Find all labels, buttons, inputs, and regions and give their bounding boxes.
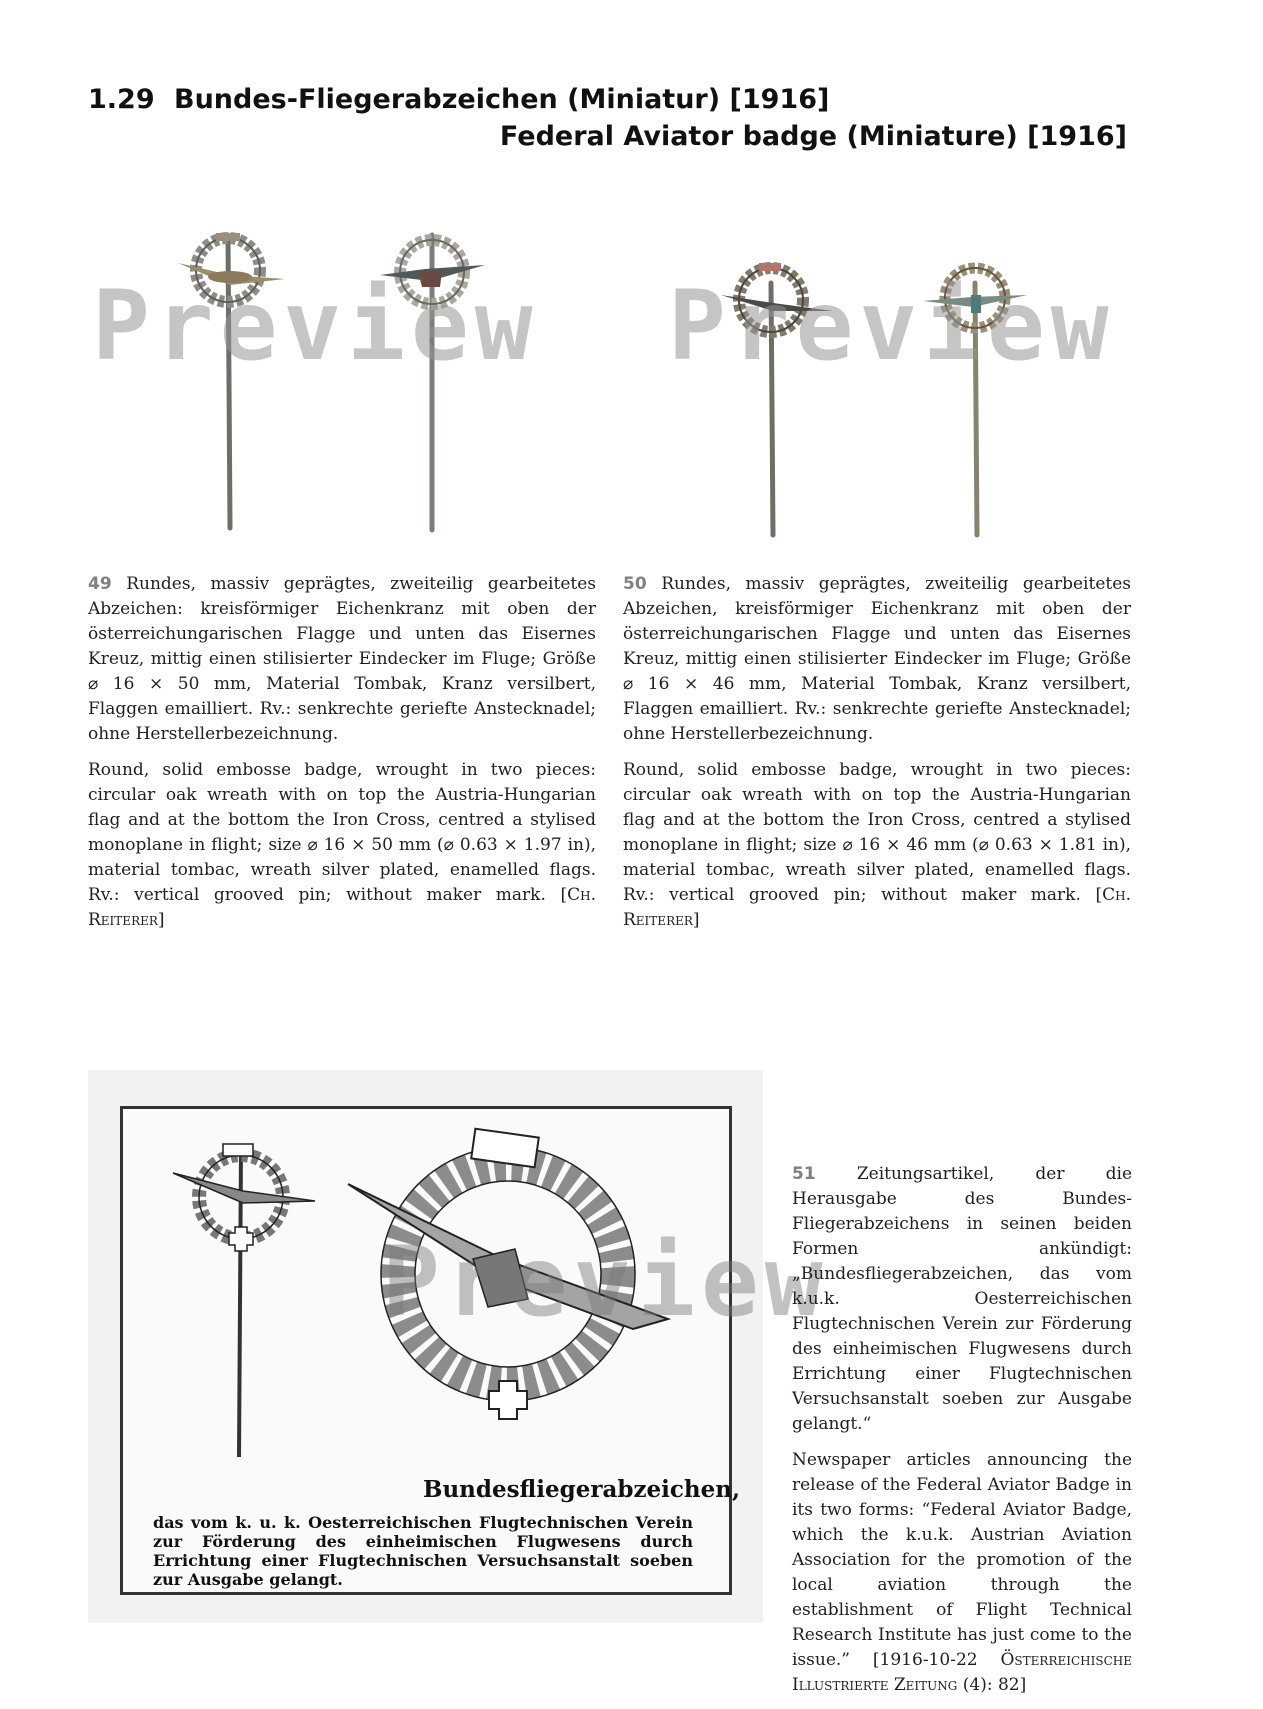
photo-credit: [Ch. Reiterer] <box>88 885 597 930</box>
section-number: 1.29 <box>88 84 155 115</box>
caption-english: Round, solid embosse badge, wrought in two pieces: circular oak wreath with on top the Austria-Hungarian flag and at the bottom the Iron Cross, centred a stylised monoplane in flight; size ⌀ 16 × 46 mm (⌀ 0.63 × 1.81 in), material tombac, wreath silver plated, enamelled flags. Rv.: vertical grooved pin; without maker mark. <box>623 760 1131 905</box>
illustration-large-badge <box>348 1129 668 1419</box>
preview-watermark: Preview <box>382 1226 829 1338</box>
newspaper-headline: Bundesfliegerabzeichen, <box>423 1476 740 1503</box>
caption-item-50 <box>623 572 1131 944</box>
preview-watermark: Preview <box>668 270 1115 382</box>
source-credit: [1916-10-22 Österreichische Illustrierte Zeitung (4): 82] <box>792 1650 1132 1695</box>
preview-watermark: Preview <box>92 270 539 382</box>
photo-credit: [Ch. Reiterer] <box>623 885 1132 930</box>
badge-pin-front <box>721 263 833 535</box>
newspaper-frame <box>120 1106 740 1595</box>
caption-item-49 <box>88 572 596 944</box>
caption-english: Round, solid embosse badge, wrought in two pieces: circular oak wreath with on top the Austria-Hungarian flag and at the bottom the Iron Cross, centred a stylised monoplane in flight; size ⌀ 16 × 50 mm (⌀ 0.63 × 1.97 in), material tombac, wreath silver plated, enamelled flags. Rv.: vertical grooved pin; without maker mark. <box>88 760 596 905</box>
illustration-small-pin <box>173 1144 315 1457</box>
caption-german: Zeitungsartikel, der die Herausgabe des Bundes-Fliegerabzeichens in seinen beiden Formen ankündigt: „Bundesfliegerabzeichen, das vom k.u.k. Oesterreichischen Flugtechnischen Verein zur Förderung des einheimischen Flugwesens durch Errichtung einer Flugtechnischen Versuchsanstalt soeben zur Ausgabe gelangt.“ <box>792 1164 1132 1434</box>
caption-item-51 <box>792 1162 1132 1709</box>
caption-german: Rundes, massiv geprägtes, zweiteilig gearbeitetes Abzeichen, kreisförmiger Eichenkranz mit oben der österreichungarischen Flagge und unten das Eisernes Kreuz, mittig einen stilisierter Eindecker im Fluge; Größe ⌀ 16 × 46 mm, Material Tombak, Kranz versilbert, Flaggen emailliert. Rv.: senkrechte geriefte Anstecknadel; ohne Herstellerbezeichnung. <box>623 574 1131 744</box>
title-english: Federal Aviator badge (Miniature) [1916] <box>499 121 1127 152</box>
newspaper-clipping <box>88 1070 763 1623</box>
item-number: 49 <box>88 574 112 594</box>
item-number: 50 <box>623 574 647 594</box>
badge-pin-back <box>380 235 485 530</box>
caption-english: Newspaper articles announcing the release of the Federal Aviator Badge in its two forms: “Federal Aviator Badge, which the k.u.k. Austrian Aviation Association for the promotion of the local aviation through the establishment of Flight Technical Research Institute has just come to the issue.” <box>792 1450 1132 1670</box>
item-number: 51 <box>792 1164 816 1184</box>
badge-pin-back <box>923 268 1027 535</box>
caption-german: Rundes, massiv geprägtes, zweiteilig gearbeitetes Abzeichen: kreisförmiger Eichenkranz mit oben der österreichungarischen Flagge und unten das Eisernes Kreuz, mittig einen stilisierter Eindecker im Fluge; Größe ⌀ 16 × 50 mm, Material Tombak, Kranz versilbert, Flaggen emailliert. Rv.: senkrechte geriefte Anstecknadel; ohne Herstellerbezeichnung. <box>88 574 596 744</box>
photo-badge-50 <box>715 255 1055 545</box>
title-german: Bundes-Fliegerabzeichen (Miniatur) [1916] <box>174 84 830 115</box>
badge-pin-front <box>178 233 285 528</box>
photo-badge-49 <box>160 225 520 545</box>
newspaper-illustration <box>123 1109 729 1469</box>
newspaper-body: das vom k. u. k. Oesterreichischen Flugtechnischen Verein zur Förderung des einheimischen Flugwesens durch Errichtung einer Flugtechnischen Versuchsanstalt soeben zur Ausgabe gelangt. <box>153 1513 693 1589</box>
